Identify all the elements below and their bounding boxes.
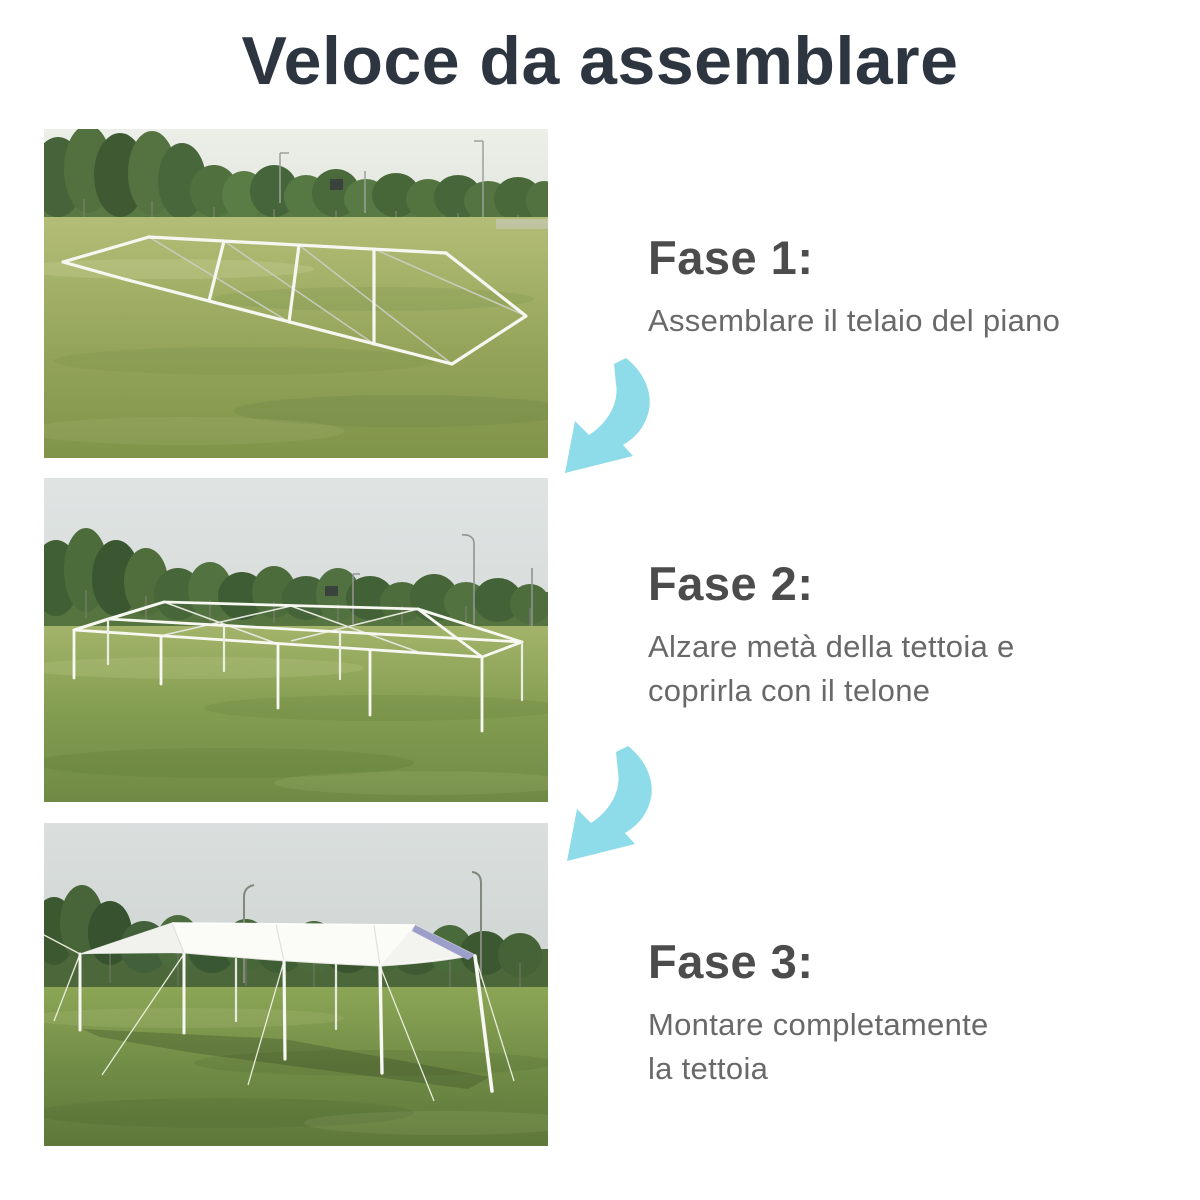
step1-photo-frame-flat-on-grass — [44, 129, 548, 458]
billboard — [330, 179, 343, 190]
photo2-scene — [44, 478, 548, 802]
step2-text-block — [648, 556, 1168, 713]
step1-description-line1: Assemblare il telaio del piano — [648, 303, 1061, 338]
step1-heading: Fase 1: — [648, 231, 814, 284]
step3-text-block — [648, 934, 1168, 1091]
step2-photo-frame-standing — [44, 478, 548, 802]
step3-photo-canopy-complete — [44, 823, 548, 1146]
photo3-scene — [44, 823, 548, 1146]
step2-heading: Fase 2: — [648, 557, 814, 610]
path-strip — [496, 219, 548, 229]
page-title: Veloce da assemblare — [241, 23, 959, 99]
step3-description-line2: la tettoia — [648, 1051, 769, 1087]
photo1-scene — [44, 129, 548, 458]
step2-to-step3-curved-arrow-icon — [564, 744, 658, 872]
step2-description-line2: coprirla con il telone — [648, 673, 931, 709]
step1-text-block — [648, 230, 1168, 343]
step3-heading: Fase 3: — [648, 935, 814, 988]
billboard — [325, 586, 338, 596]
step2-description-line1: Alzare metà della tettoia e — [648, 629, 1015, 664]
step3-description-line1: Montare completamente — [648, 1007, 989, 1042]
step1-to-step2-curved-arrow-icon — [562, 356, 656, 484]
